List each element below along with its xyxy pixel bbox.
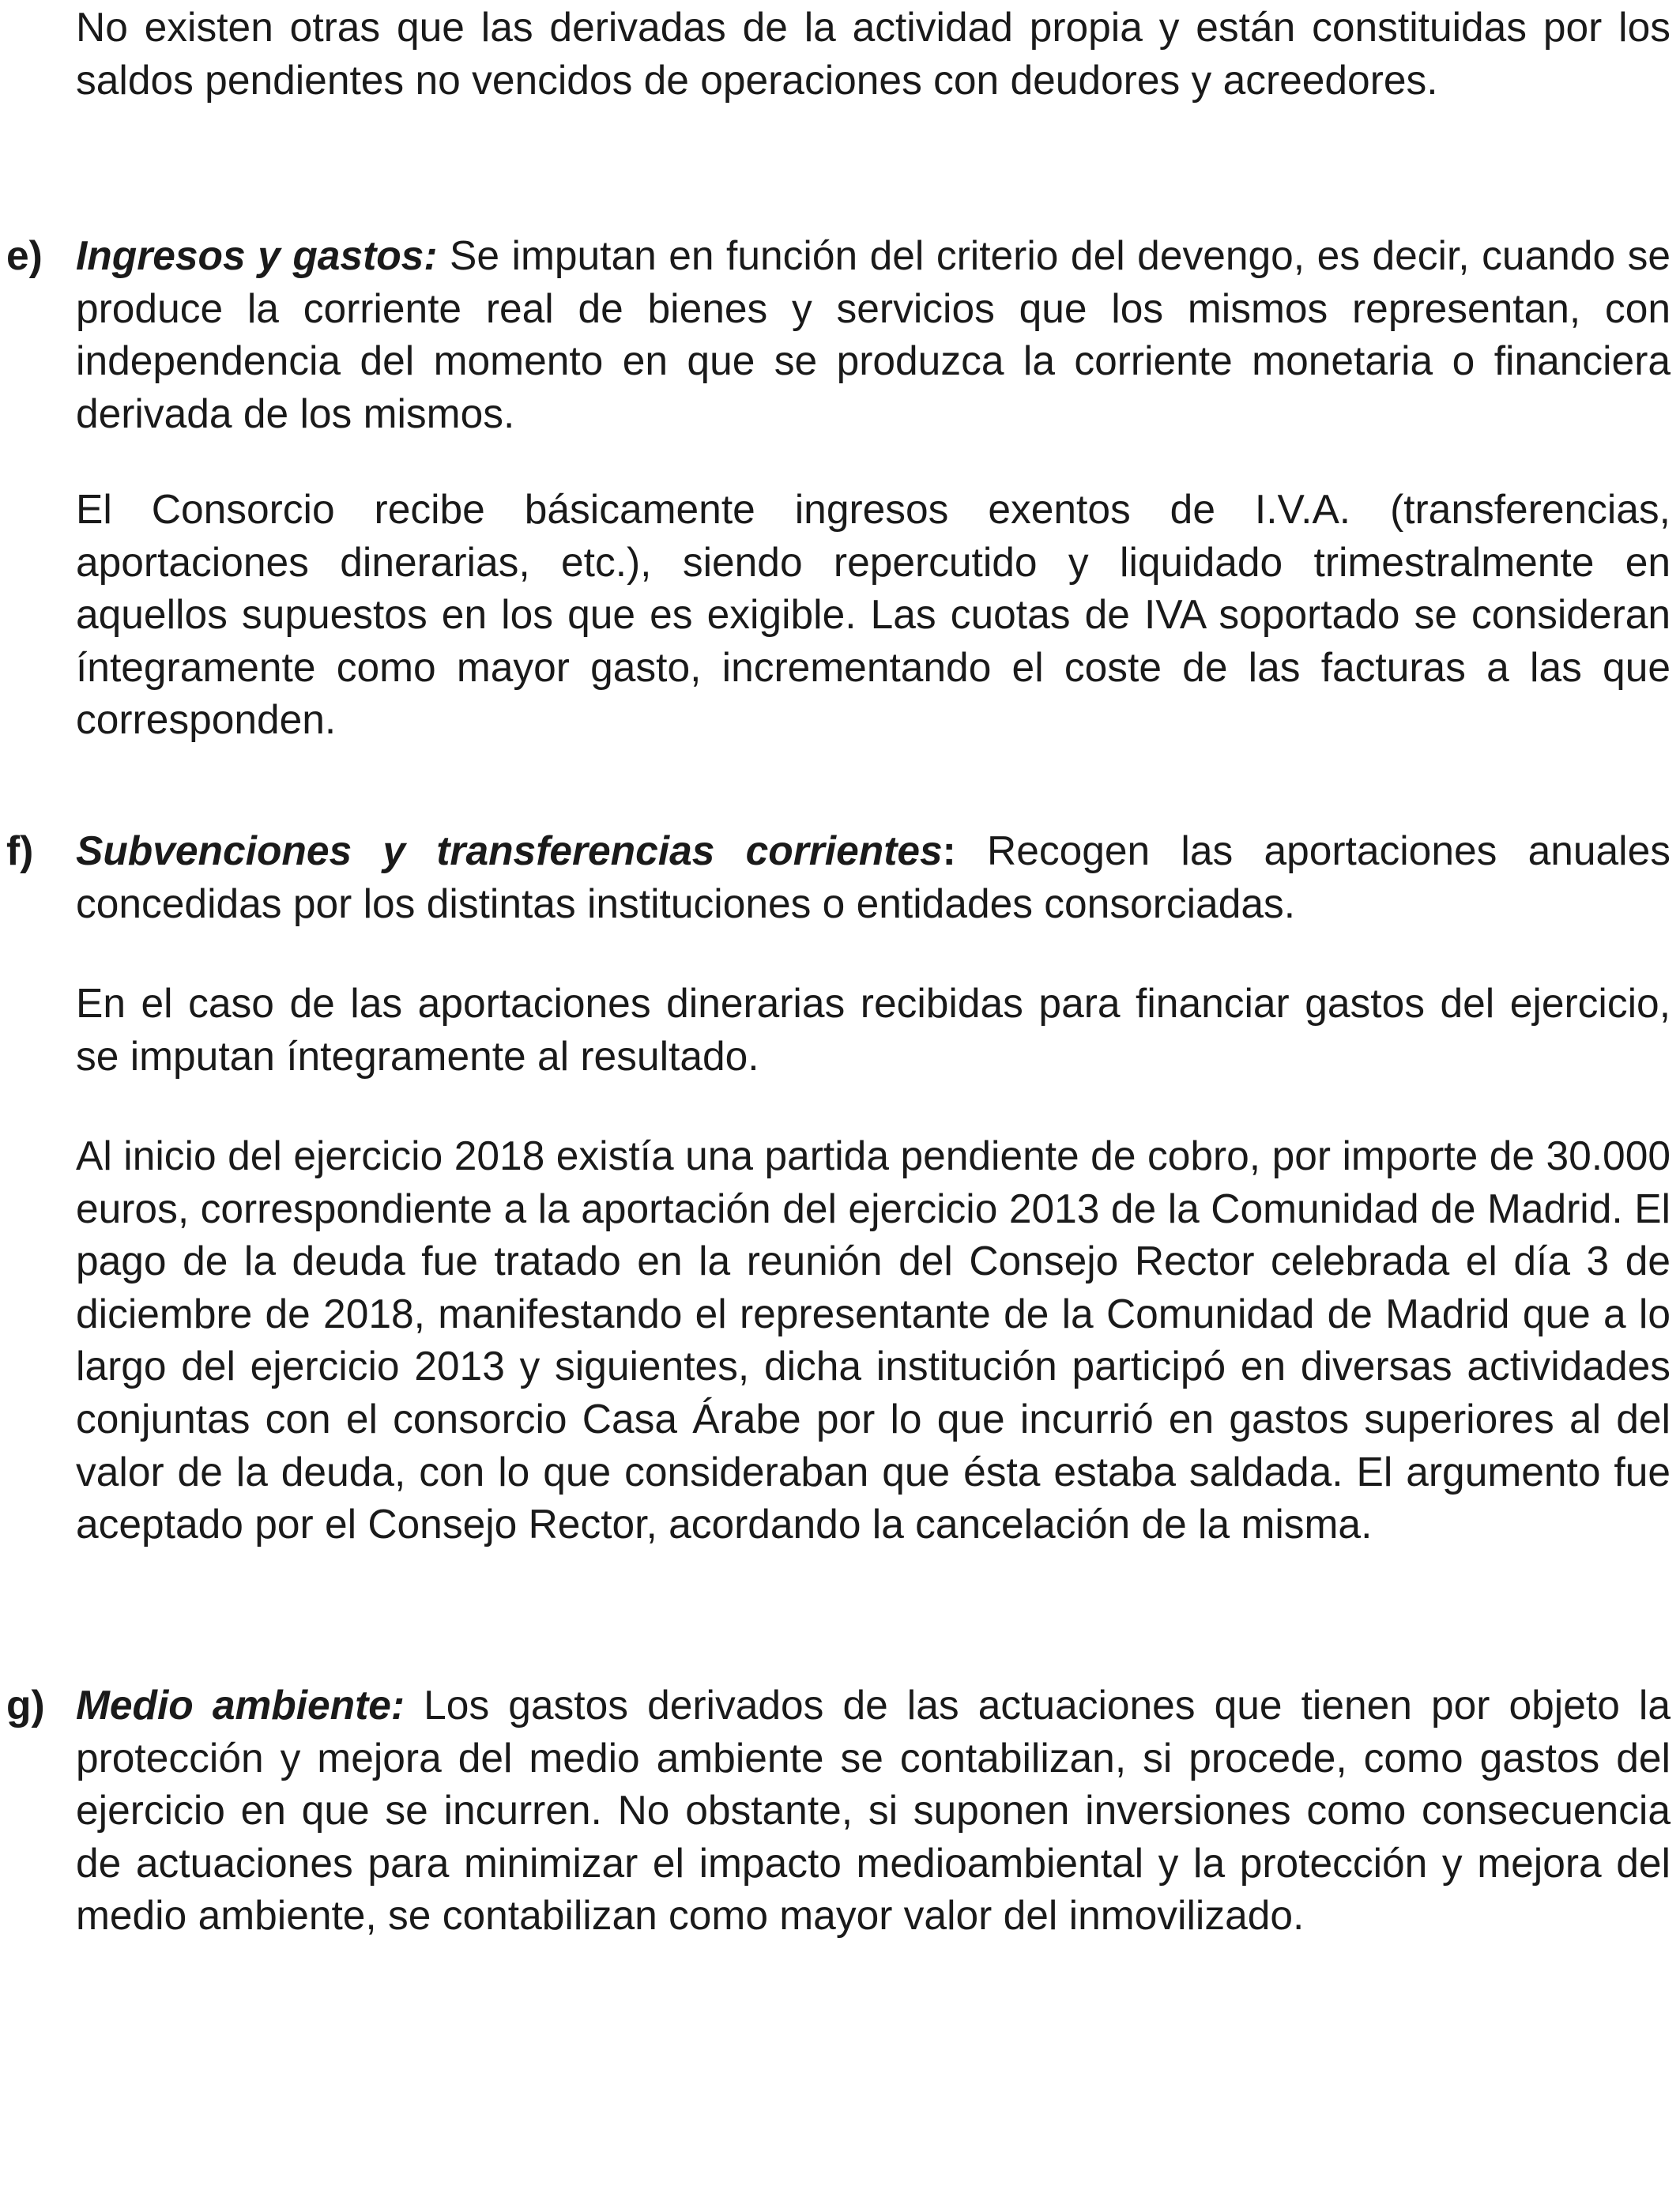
section-f-paragraph-3: Al inicio del ejercicio 2018 existía una partida pendiente de cobro, por importe de 30.000 euros, correspondiente a la aportación del ejercicio 2013 de la Comunidad de Madrid. El pago de la deuda fue tratado en la reunión del Consejo Rector celebrada el día 3 de diciembre de 2018, manifestando el representante de la Comunidad de Madrid que a lo largo del ejercicio 2013 y siguientes, dicha institución participó en diversas actividades conjuntas con el consorcio Casa Árabe por lo que incurrió en gastos superiores al del valor de la deuda, con lo que consideraban que ésta estaba saldada. El argumento fue aceptado por el Consejo Rector, acordando la cancelación de la misma. bbox=[76, 1133, 1671, 1547]
section-g-text: Los gastos derivados de las actuaciones que tienen por objeto la protección y mejora del medio ambiente se contabilizan, si procede, como gastos del ejercicio en que se incurren. No obstante, si suponen inversiones como consecuencia de actuaciones para minimizar el impacto medioambiental y la protección y mejora del medio ambiente, se contabilizan como mayor valor del inmovilizado. bbox=[76, 1682, 1671, 1939]
section-f-marker: f) bbox=[6, 827, 34, 873]
section-f-paragraph bbox=[76, 824, 1671, 929]
section-f-colon: : bbox=[942, 827, 956, 873]
section-f-text: Recogen las aportaciones anuales concedidas por los distintas instituciones o entidades consorciadas. bbox=[76, 827, 1671, 926]
section-e-term: Ingresos y gastos: bbox=[76, 232, 438, 278]
section-e-marker: e) bbox=[6, 232, 43, 278]
section-e-text: Se imputan en función del criterio del devengo, es decir, cuando se produce la corriente real de bienes y servicios que los mismos representan, con independencia del momento en que se produzca la corriente monetaria o financiera derivada de los mismos. bbox=[76, 232, 1671, 436]
section-f-term: Subvenciones y transferencias corrientes bbox=[76, 827, 943, 873]
intro-paragraph: No existen otras que las derivadas de la actividad propia y están constituidas por los saldos pendientes no vencidos de operaciones con deudores y acreedores. bbox=[76, 4, 1671, 103]
section-e-paragraph-2: El Consorcio recibe básicamente ingresos exentos de I.V.A. (transferencias, aportaciones dinerarias, etc.), siendo repercutido y liquidado trimestralmente en aquellos supuestos en los que es exigible. Las cuotas de IVA soportado se consideran íntegramente como mayor gasto, incrementando el coste de las facturas a las que corresponden. bbox=[76, 486, 1671, 743]
section-e-paragraph bbox=[76, 229, 1671, 439]
section-g-paragraph bbox=[76, 1679, 1671, 1942]
section-f-paragraph-2: En el caso de las aportaciones dinerarias recibidas para financiar gastos del ejercicio, se imputan íntegramente al resultado. bbox=[76, 980, 1671, 1079]
section-g-marker: g) bbox=[6, 1682, 45, 1728]
section-g-term: Medio ambiente: bbox=[76, 1682, 405, 1728]
